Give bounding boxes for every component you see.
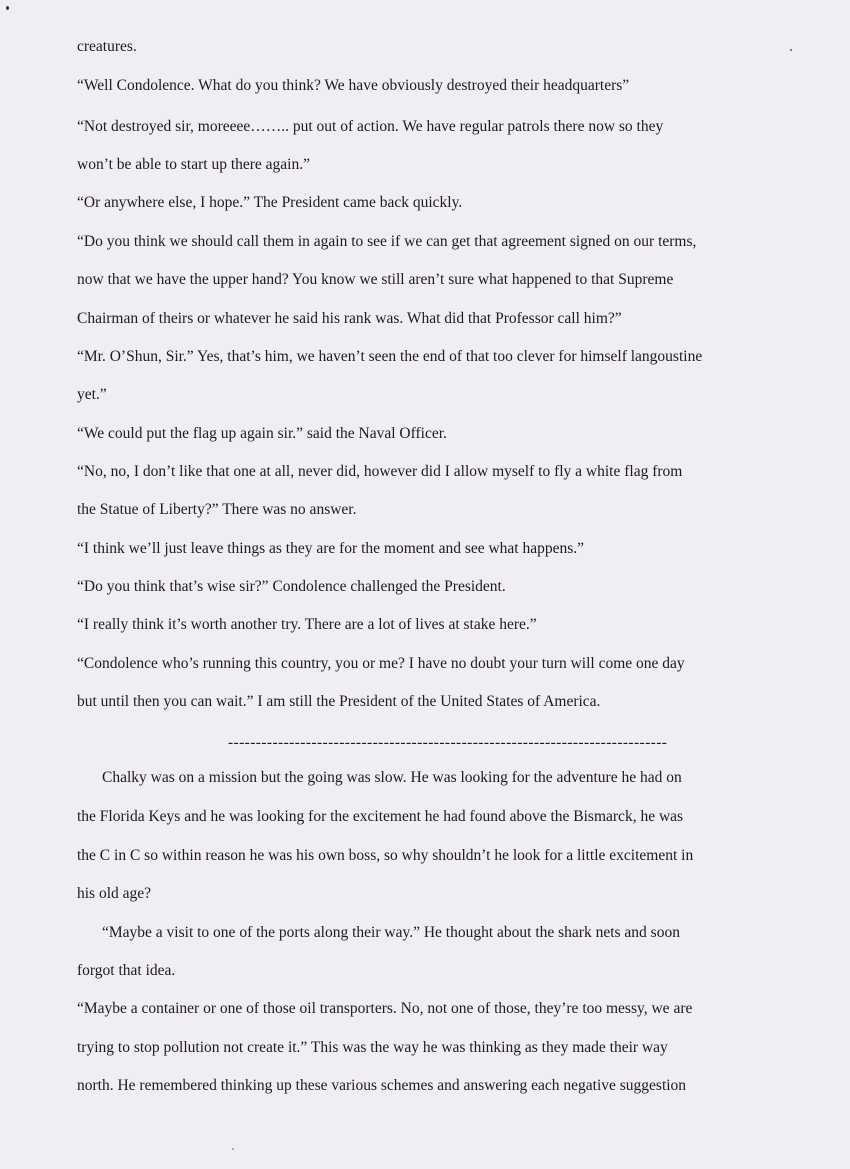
- text-line: “Condolence who’s running this country, you or me? I have no doubt your turn will come one day: [77, 655, 685, 672]
- text-line: Chalky was on a mission but the going was slow. He was looking for the adventure he had on: [102, 769, 682, 786]
- text-line: “Well Condolence. What do you think? We have obviously destroyed their headquarters”: [77, 77, 630, 94]
- text-line: forgot that idea.: [77, 962, 176, 979]
- text-line: “Mr. O’Shun, Sir.” Yes, that’s him, we haven’t seen the end of that too clever for himself langoustine: [77, 348, 703, 365]
- text-line: the Florida Keys and he was looking for the excitement he had found above the Bismarck, he was: [77, 808, 684, 825]
- section-divider: -------------------------------------------------------------------------------: [228, 734, 668, 751]
- text-line: “Not destroyed sir, moreeee…….. put out of action. We have regular patrols there now so they: [77, 118, 664, 135]
- text-line: the Statue of Liberty?” There was no answer.: [77, 501, 357, 518]
- text-line: now that we have the upper hand? You know we still aren’t sure what happened to that Supreme: [77, 271, 674, 288]
- scan-speck: [790, 49, 792, 51]
- text-line: “Do you think that’s wise sir?” Condolence challenged the President.: [77, 578, 506, 595]
- text-line: “No, no, I don’t like that one at all, never did, however did I allow myself to fly a white flag from: [77, 463, 683, 480]
- text-line: “I really think it’s worth another try. There are a lot of lives at stake here.”: [77, 616, 537, 633]
- text-line: yet.”: [77, 386, 107, 403]
- text-line: “Maybe a visit to one of the ports along their way.” He thought about the shark nets and soon: [102, 924, 680, 941]
- text-line: trying to stop pollution not create it.” This was the way he was thinking as they made their way: [77, 1039, 668, 1056]
- text-line: north. He remembered thinking up these various schemes and answering each negative suggestion: [77, 1077, 687, 1094]
- scan-speck: [6, 6, 9, 10]
- text-line: the C in C so within reason he was his own boss, so why shouldn’t he look for a little excitement in: [77, 847, 694, 864]
- text-line: his old age?: [77, 885, 152, 902]
- text-line: “I think we’ll just leave things as they are for the moment and see what happens.”: [77, 540, 585, 557]
- text-line: Chairman of theirs or whatever he said his rank was. What did that Professor call him?”: [77, 310, 622, 327]
- text-line: but until then you can wait.” I am still the President of the United States of America.: [77, 693, 601, 710]
- text-line: won’t be able to start up there again.”: [77, 156, 310, 173]
- text-line: “Maybe a container or one of those oil transporters. No, not one of those, they’re too messy, we are: [77, 1000, 693, 1017]
- text-line: creatures.: [77, 38, 137, 55]
- text-line: “Or anywhere else, I hope.” The President came back quickly.: [77, 194, 463, 211]
- text-line: “Do you think we should call them in again to see if we can get that agreement signed on our terms,: [77, 233, 697, 250]
- text-line: “We could put the flag up again sir.” said the Naval Officer.: [77, 425, 447, 442]
- scan-speck: [232, 1148, 234, 1150]
